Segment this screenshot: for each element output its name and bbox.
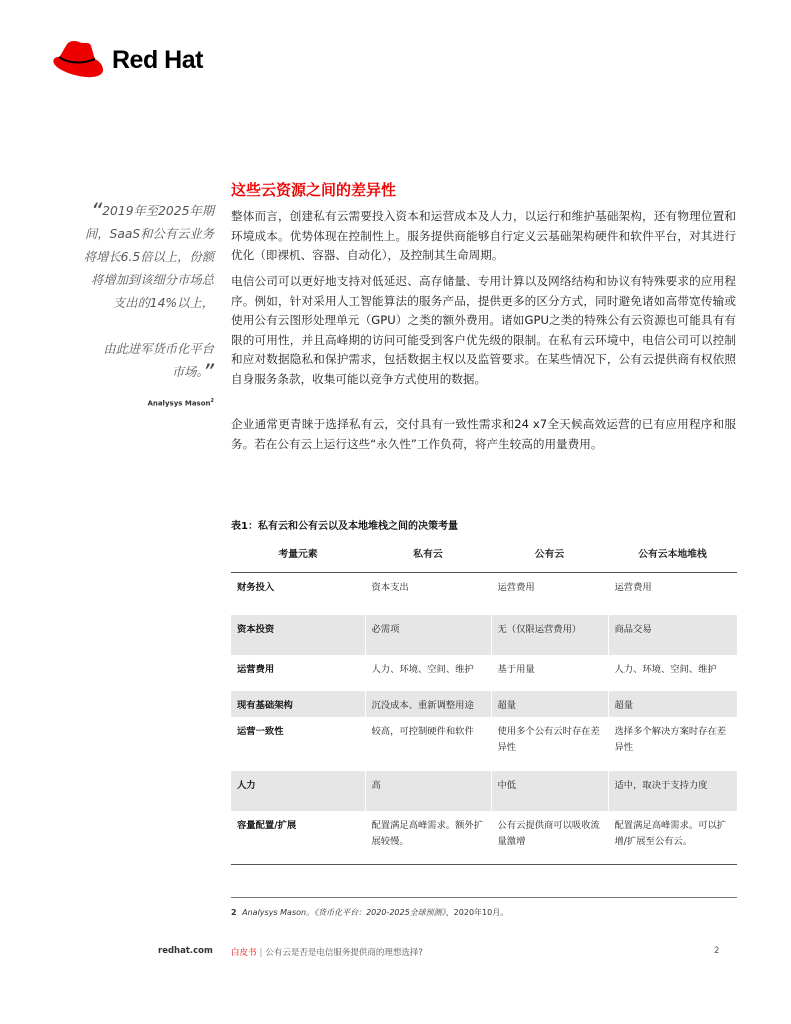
cell-public: 运营费用 (491, 573, 608, 615)
quote-line: 市场。 (171, 365, 203, 379)
quote-text (60, 200, 214, 384)
red-hat-icon (52, 40, 104, 80)
row-label: 运营费用 (237, 663, 275, 675)
cell-public: 使用多个公有云时存在差异性 (491, 717, 608, 771)
table-row (231, 811, 737, 865)
open-quote-icon: “ (90, 200, 103, 225)
cell-local: 适中，取决于支持力度 (608, 771, 737, 811)
row-label: 运营一致性 (237, 725, 284, 737)
cell-local: 超量 (608, 691, 737, 717)
footnote-author: Analysys Mason (242, 908, 307, 917)
table-row (231, 655, 737, 691)
footer-site-link[interactable]: redhat.com (158, 946, 213, 956)
header-factor: 考量元素 (231, 534, 365, 573)
paragraph-2: 电信公司可以更好地支持对低延迟、高存储量、专用计算以及网络结构和协议有特殊要求的应用程序。例如，针对采用人工智能算法的服务产品，提供更多的区分方式，同时避免诸如高带宽传输或使用公有云图形处理单元（GPU）之类的额外费用。诸如GPU之类的特殊公有云资源也可能具有有限的可用性，并且高峰期的访问可能受到客户优先级的限制。在私有云环境中，电信公司可以控制和应对数据隐私和保护需求，包括数据主权以及监管要求。在某些情况下，公有云提供商有权依照自身服务条款，收集可能以竞争方式使用的数据。 (231, 274, 736, 386)
footnote-number: 2 (231, 908, 237, 917)
cell-local: 配置满足高峰需求。可以扩增/扩展至公有云。 (608, 811, 737, 865)
footnote-date: ，2020年10月。 (445, 908, 509, 917)
cell-public: 无（仅限运营费用） (491, 615, 608, 655)
cell-public: 公有云提供商可以吸收流量激增 (491, 811, 608, 865)
table-caption: 表1：私有云和公有云以及本地堆栈之间的决策考量 (231, 521, 458, 532)
row-label: 现有基础架构 (231, 691, 365, 717)
table-row (231, 615, 737, 655)
close-quote-icon: ” (202, 361, 214, 386)
row-label: 财务投入 (237, 582, 275, 593)
quote-source (60, 398, 214, 407)
cell-private: 人力、环境、空间、维护 (365, 655, 491, 691)
cell-public: 超量 (491, 691, 608, 717)
quote-line: 由此进军货币化平台 (103, 342, 214, 356)
table-row (231, 691, 737, 717)
paragraph-1: 整体而言，创建私有云需要投入资本和运营成本及人力，以运行和维护基础架构，还有物理位置和环境成本。优势体现在控制性上。服务提供商能够自行定义云基础架构硬件和软件平台，对其进行优化（即裸机、容器、自动化），及控制其生命周期。 (231, 209, 736, 263)
header-public-cloud: 公有云 (491, 534, 608, 573)
cell-private: 配置满足高峰需求。额外扩展较慢。 (365, 811, 491, 865)
quote-line: 支出的14%以上， (112, 296, 214, 310)
cell-local: 运营费用 (608, 573, 737, 615)
table-row (231, 771, 737, 811)
page-number: 2 (714, 946, 720, 956)
cell-local: 商品交易 (608, 615, 737, 655)
row-label: 容量配置/扩展 (231, 811, 365, 865)
header-private-cloud: 私有云 (365, 534, 491, 573)
footnote-divider (231, 897, 737, 898)
table-header-row (231, 534, 737, 573)
quote-line: 将增加到该细分市场总 (91, 273, 214, 287)
footer-separator: | (259, 948, 263, 958)
footnote-title: 《货币化平台：2020-2025全球预测》 (314, 908, 446, 917)
paragraph-3: 企业通常更青睐于选择私有云，交付具有一致性需求和24 x7全天候高效运营的已有应用程序和服务。若在公有云上运行这些“永久性”工作负荷，将产生较高的用量费用。 (231, 417, 736, 451)
footer-doc-type: 白皮书 (231, 948, 257, 958)
cell-public: 基于用量 (491, 655, 608, 691)
cell-public: 中低 (491, 771, 608, 811)
footer-doc-info (231, 946, 423, 958)
cell-private: 资本支出 (365, 573, 491, 615)
section-title: 这些云资源之间的差异性 (231, 181, 397, 199)
footer-doc-title: 公有云是否是电信服务提供商的理想选择? (265, 948, 423, 958)
table-row (231, 717, 737, 771)
quote-line: 间，SaaS和公有云业务 (84, 227, 214, 241)
footnote: 2 Analysys Mason。《货币化平台：2020-2025全球预测》，2020年10月。 (231, 908, 509, 917)
pull-quote (60, 200, 214, 407)
quote-line: 将增长6.5倍以上，份额 (83, 250, 214, 264)
cell-private: 必需项 (365, 615, 491, 655)
table-row (231, 573, 737, 615)
header-public-cloud-local-stack: 公有云本地堆栈 (608, 534, 737, 573)
row-label: 资本投资 (231, 615, 365, 655)
quote-source-name: Analysys Mason (147, 399, 211, 408)
row-label: 人力 (231, 771, 365, 811)
cell-local: 人力、环境、空间、维护 (608, 655, 737, 691)
red-hat-logo[interactable] (52, 40, 203, 80)
cell-local: 选择多个解决方案时存在差异性 (608, 717, 737, 771)
cell-private: 较高，可控制硬件和软件 (365, 717, 491, 771)
quote-line: 2019年至2025年期 (102, 204, 214, 218)
brand-name: Red Hat (112, 45, 203, 74)
quote-source-ref: 2 (210, 398, 214, 404)
cell-private: 高 (365, 771, 491, 811)
decision-table (231, 534, 737, 865)
cell-private: 沉没成本、重新调整用途 (365, 691, 491, 717)
